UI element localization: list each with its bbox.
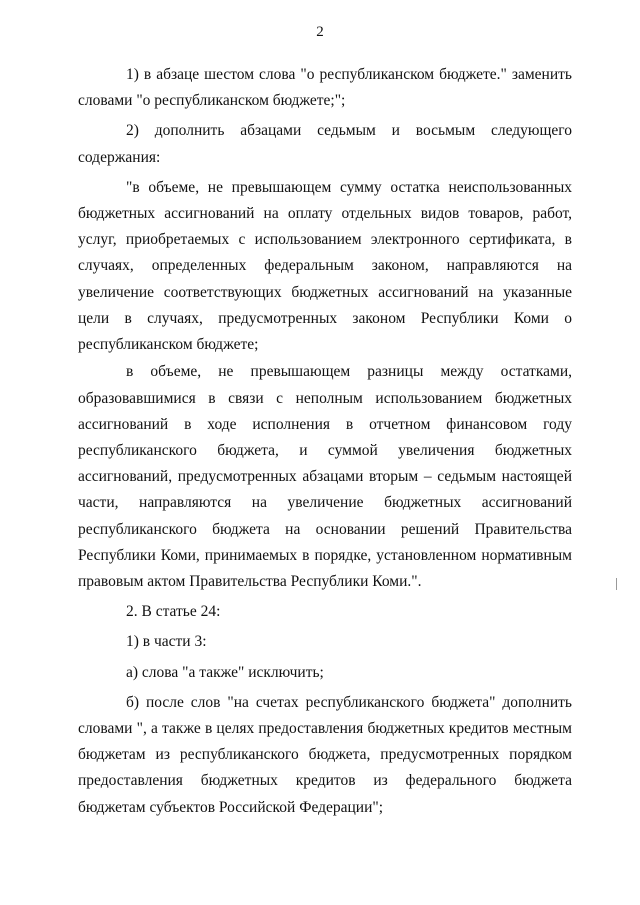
page-number: 2 — [316, 24, 324, 40]
margin-mark — [616, 578, 617, 590]
paragraph-item-2: 2) дополнить абзацами седьмым и восьмым следующего содержания: — [78, 122, 572, 166]
paragraph-subitem-b: б) после слов "на счетах республиканского бюджета" дополнить словами ", а также в целях предоставления бюджетных кредитов местным бюджетам из республиканского бюджета, предусмотренных порядком предоставления бюджетных кредитов из федерального бюджета бюджетам субъектов Российской Федерации"; — [78, 693, 572, 816]
paragraph-new-7: "в объеме, не превышающем сумму остатка неиспользованных бюджетных ассигнований на оплату отдельных видов товаров, работ, услуг, приобретаемых с использованием электронного сертификата, в случаях, определенных федеральным законом, направляются на увеличение соответствующих бюджетных ассигнований на указанные цели в случаях, предусмотренных законом Республики Коми о республиканском бюджете; — [78, 178, 572, 354]
paragraph-part-3: 1) в части 3: — [126, 633, 207, 651]
document-body — [78, 62, 572, 822]
paragraph-item-1: 1) в абзаце шестом слова "о республиканском бюджете." заменить словами "о республиканском бюджете;"; — [78, 66, 572, 110]
paragraph-article-24: 2. В статье 24: — [126, 603, 221, 621]
paragraph-subitem-a: а) слова "а также" исключить; — [126, 663, 324, 681]
paragraph-new-8: в объеме, не превышающем разницы между остатками, образовавшимися в связи с неполным использованием бюджетных ассигнований в ходе исполнения в отчетном финансовом году республиканского бюджета, и суммой увеличения бюджетных ассигнований, предусмотренных абзацами вторым – седьмым настоящей части, направляются на увеличение бюджетных ассигнований республиканского бюджета на основании решений Правительства Республики Коми, принимаемых в порядке, установленном нормативным правовым актом Правительства Республики Коми.". — [78, 363, 572, 590]
